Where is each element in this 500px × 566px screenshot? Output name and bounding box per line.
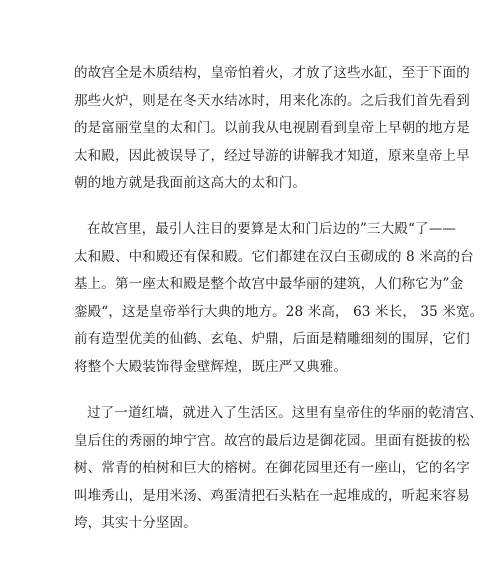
text-line: 太和殿，因此被误导了，经过导游的讲解我才知道，原来皇帝上早	[74, 147, 470, 164]
text-line: 皇后住的秀丽的坤宁宫。故宫的最后边是御花园。里面有挺拔的松	[74, 432, 470, 449]
text-line: 树、常青的柏树和巨大的榕树。在御花园里还有一座山，它的名字	[74, 460, 470, 477]
paragraph-3	[74, 400, 483, 538]
text-line: 基上。第一座太和殿是整个故宫中最华丽的建筑，人们称它为”金	[74, 276, 464, 293]
text-line: 在故宫里，最引人注目的要算是太和门后边的”三大殿“了——	[87, 221, 457, 237]
text-line: 那些火炉，则是在冬天水结冰时，用来化冻的。之后我们首先看到	[74, 92, 470, 109]
text-line: 太和殿、中和殿还有保和殿。它们都建在汉白玉砌成的 8 米高的台	[74, 248, 474, 265]
text-line: 叫堆秀山，是用米汤、鸡蛋清把石头粘在一起堆成的，听起来容易	[74, 487, 470, 504]
text-line: 垮，其实十分坚固。	[74, 515, 197, 532]
text-line: 前有造型优美的仙鹤、玄龟、炉鼎，后面是精雕细刻的围屏，它们	[74, 331, 470, 348]
paragraph-1	[74, 60, 470, 198]
paragraph-2	[74, 216, 484, 382]
text-line: 銮殿“，这是皇帝举行大典的地方。28 米高， 63 米长， 35 米宽。	[74, 303, 484, 320]
text-line: 过了一道红墙，就进入了生活区。这里有皇帝住的华丽的乾清宫、	[87, 405, 483, 421]
text-line: 的故宫全是木质结构，皇帝怕着火，才放了这些水缸，至于下面的	[74, 65, 470, 81]
text-line: 的是富丽堂皇的太和门。以前我从电视剧看到皇帝上早朝的地方是	[74, 120, 470, 137]
text-line: 将整个大殿装饰得金壁辉煌，既庄严又典雅。	[74, 358, 347, 375]
text-line: 朝的地方就是我面前这高大的太和门。	[74, 175, 307, 192]
